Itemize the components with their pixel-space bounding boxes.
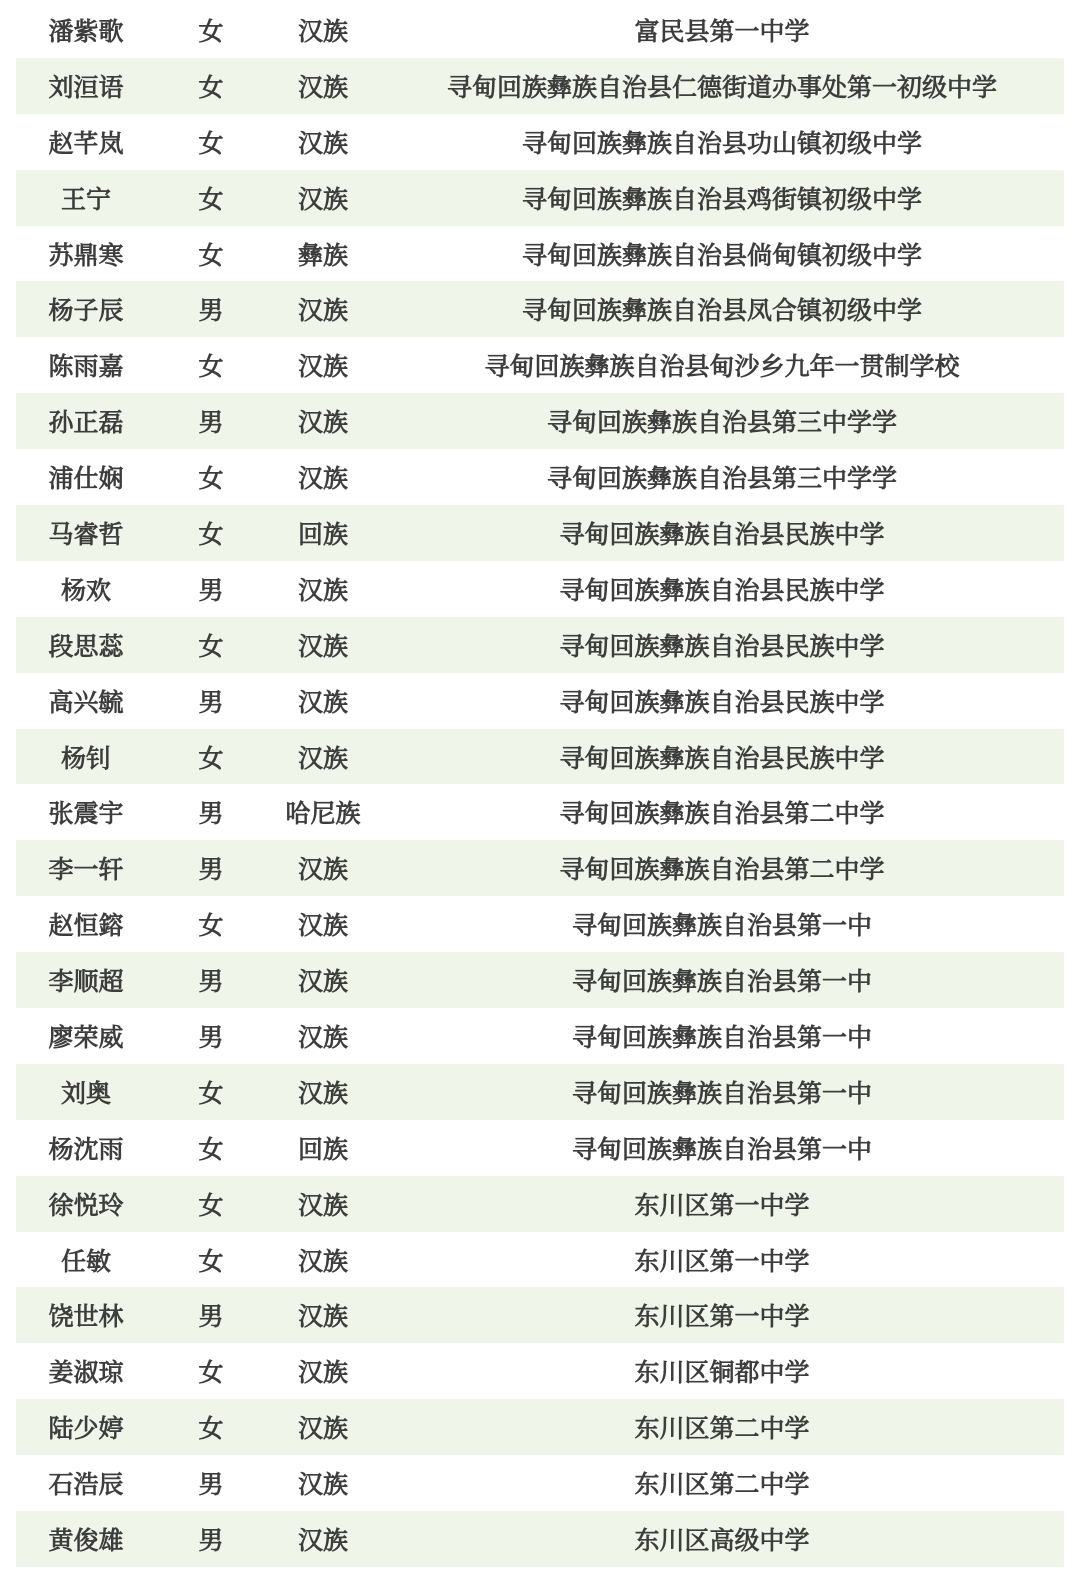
ethnicity-cell: 汉族 [297, 687, 348, 717]
name-cell: 刘奥 [60, 1078, 111, 1108]
ethnicity-cell: 汉族 [297, 1022, 348, 1052]
gender-cell: 女 [198, 464, 224, 494]
school-cell: 寻甸回族彝族自治县功山镇初级中学 [521, 128, 922, 158]
table-row [16, 729, 1064, 785]
ethnicity-cell: 汉族 [297, 1358, 348, 1388]
ethnicity-cell: 汉族 [297, 16, 348, 46]
table-row [16, 337, 1064, 393]
gender-cell: 女 [198, 16, 224, 46]
gender-cell: 女 [198, 631, 224, 661]
school-cell: 寻甸回族彝族自治县第一中 [571, 911, 872, 941]
school-cell: 寻甸回族彝族自治县第一中 [571, 1022, 872, 1052]
table-row [16, 561, 1064, 617]
name-cell: 王宁 [60, 184, 111, 214]
gender-cell: 女 [198, 1190, 224, 1220]
name-cell: 饶世林 [48, 1302, 124, 1332]
table-row [16, 1008, 1064, 1064]
ethnicity-cell: 回族 [297, 519, 348, 549]
ethnicity-cell: 彝族 [297, 240, 348, 270]
ethnicity-cell: 汉族 [297, 184, 348, 214]
name-cell: 马睿哲 [48, 519, 124, 549]
gender-cell: 女 [198, 743, 224, 773]
name-cell: 苏鼎寒 [48, 240, 124, 270]
name-cell: 孙正磊 [48, 408, 124, 438]
table-row [16, 170, 1064, 226]
gender-cell: 男 [198, 1470, 224, 1500]
school-cell: 寻甸回族彝族自治县第一中 [571, 967, 872, 997]
school-cell: 东川区第二中学 [634, 1470, 810, 1500]
gender-cell: 男 [198, 1525, 224, 1555]
gender-cell: 女 [198, 72, 224, 102]
ethnicity-cell: 哈尼族 [285, 799, 361, 829]
gender-cell: 男 [198, 408, 224, 438]
ethnicity-cell: 汉族 [297, 631, 348, 661]
table-row [16, 840, 1064, 896]
school-cell: 东川区第一中学 [634, 1302, 810, 1332]
gender-cell: 女 [198, 911, 224, 941]
table-row [16, 58, 1064, 114]
name-cell: 赵恒鎔 [48, 911, 124, 941]
ethnicity-cell: 汉族 [297, 1525, 348, 1555]
name-cell: 浦仕娴 [48, 464, 124, 494]
school-cell: 寻甸回族彝族自治县甸沙乡九年一贯制学校 [484, 352, 960, 382]
school-cell: 东川区铜都中学 [634, 1358, 810, 1388]
school-cell: 富民县第一中学 [634, 16, 810, 46]
school-cell: 寻甸回族彝族自治县鸡街镇初级中学 [521, 184, 922, 214]
school-cell: 寻甸回族彝族自治县民族中学 [559, 743, 885, 773]
table-row [16, 673, 1064, 729]
gender-cell: 女 [198, 240, 224, 270]
school-cell: 寻甸回族彝族自治县民族中学 [559, 519, 885, 549]
table-row [16, 952, 1064, 1008]
table-row [16, 1176, 1064, 1232]
table-row [16, 1343, 1064, 1399]
name-cell: 张震宇 [48, 799, 124, 829]
gender-cell: 女 [198, 519, 224, 549]
gender-cell: 女 [198, 1134, 224, 1164]
gender-cell: 男 [198, 687, 224, 717]
school-cell: 寻甸回族彝族自治县第二中学 [559, 799, 885, 829]
school-cell: 东川区第一中学 [634, 1246, 810, 1276]
table-row [16, 1232, 1064, 1288]
ethnicity-cell: 汉族 [297, 1246, 348, 1276]
gender-cell: 男 [198, 1022, 224, 1052]
school-cell: 寻甸回族彝族自治县第三中学学 [546, 464, 897, 494]
table-row [16, 2, 1064, 58]
name-cell: 李一轩 [48, 855, 124, 885]
table-row [16, 226, 1064, 282]
school-cell: 寻甸回族彝族自治县第一中 [571, 1134, 872, 1164]
school-cell: 东川区高级中学 [634, 1525, 810, 1555]
gender-cell: 男 [198, 1302, 224, 1332]
gender-cell: 男 [198, 296, 224, 326]
table-row [16, 1064, 1064, 1120]
table-row [16, 393, 1064, 449]
school-cell: 寻甸回族彝族自治县倘甸镇初级中学 [521, 240, 922, 270]
table-row [16, 896, 1064, 952]
school-cell: 寻甸回族彝族自治县民族中学 [559, 687, 885, 717]
name-cell: 杨沈雨 [48, 1134, 124, 1164]
ethnicity-cell: 汉族 [297, 296, 348, 326]
gender-cell: 女 [198, 352, 224, 382]
name-cell: 徐悦玲 [48, 1190, 124, 1220]
school-cell: 寻甸回族彝族自治县第一中 [571, 1078, 872, 1108]
ethnicity-cell: 汉族 [297, 1470, 348, 1500]
name-cell: 潘紫歌 [48, 16, 124, 46]
ethnicity-cell: 汉族 [297, 72, 348, 102]
school-cell: 寻甸回族彝族自治县第三中学学 [546, 408, 897, 438]
gender-cell: 女 [198, 1358, 224, 1388]
school-cell: 寻甸回族彝族自治县民族中学 [559, 575, 885, 605]
student-table [16, 2, 1064, 1567]
table-row [16, 617, 1064, 673]
name-cell: 姜淑琼 [48, 1358, 124, 1388]
ethnicity-cell: 汉族 [297, 575, 348, 605]
ethnicity-cell: 汉族 [297, 967, 348, 997]
name-cell: 杨钊 [60, 743, 111, 773]
name-cell: 段思蕊 [48, 631, 124, 661]
ethnicity-cell: 汉族 [297, 1414, 348, 1444]
gender-cell: 男 [198, 575, 224, 605]
table-row [16, 505, 1064, 561]
name-cell: 陆少婷 [48, 1414, 124, 1444]
gender-cell: 男 [198, 855, 224, 885]
ethnicity-cell: 汉族 [297, 1190, 348, 1220]
school-cell: 寻甸回族彝族自治县第二中学 [559, 855, 885, 885]
name-cell: 石浩辰 [48, 1470, 124, 1500]
ethnicity-cell: 汉族 [297, 855, 348, 885]
school-cell: 寻甸回族彝族自治县民族中学 [559, 631, 885, 661]
ethnicity-cell: 汉族 [297, 464, 348, 494]
table-row [16, 449, 1064, 505]
ethnicity-cell: 汉族 [297, 743, 348, 773]
gender-cell: 女 [198, 184, 224, 214]
ethnicity-cell: 汉族 [297, 352, 348, 382]
school-cell: 东川区第二中学 [634, 1414, 810, 1444]
name-cell: 杨欢 [60, 575, 111, 605]
table-row [16, 1511, 1064, 1567]
school-cell: 寻甸回族彝族自治县仁德街道办事处第一初级中学 [446, 72, 997, 102]
gender-cell: 女 [198, 128, 224, 158]
name-cell: 任敏 [60, 1246, 111, 1276]
table-row [16, 1455, 1064, 1511]
gender-cell: 男 [198, 799, 224, 829]
table-row [16, 1399, 1064, 1455]
name-cell: 黄俊雄 [48, 1525, 124, 1555]
gender-cell: 女 [198, 1078, 224, 1108]
ethnicity-cell: 回族 [297, 1134, 348, 1164]
name-cell: 陈雨嘉 [48, 352, 124, 382]
school-cell: 东川区第一中学 [634, 1190, 810, 1220]
ethnicity-cell: 汉族 [297, 1302, 348, 1332]
ethnicity-cell: 汉族 [297, 408, 348, 438]
table-row [16, 784, 1064, 840]
name-cell: 李顺超 [48, 967, 124, 997]
table-row [16, 1287, 1064, 1343]
table-row [16, 1120, 1064, 1176]
school-cell: 寻甸回族彝族自治县凤合镇初级中学 [521, 296, 922, 326]
ethnicity-cell: 汉族 [297, 911, 348, 941]
name-cell: 刘洹语 [48, 72, 124, 102]
table-row [16, 281, 1064, 337]
name-cell: 高兴毓 [48, 687, 124, 717]
ethnicity-cell: 汉族 [297, 128, 348, 158]
gender-cell: 女 [198, 1246, 224, 1276]
name-cell: 赵芊岚 [48, 128, 124, 158]
table-row [16, 114, 1064, 170]
name-cell: 杨子辰 [48, 296, 124, 326]
gender-cell: 女 [198, 1414, 224, 1444]
name-cell: 廖荣威 [48, 1022, 124, 1052]
gender-cell: 男 [198, 967, 224, 997]
ethnicity-cell: 汉族 [297, 1078, 348, 1108]
